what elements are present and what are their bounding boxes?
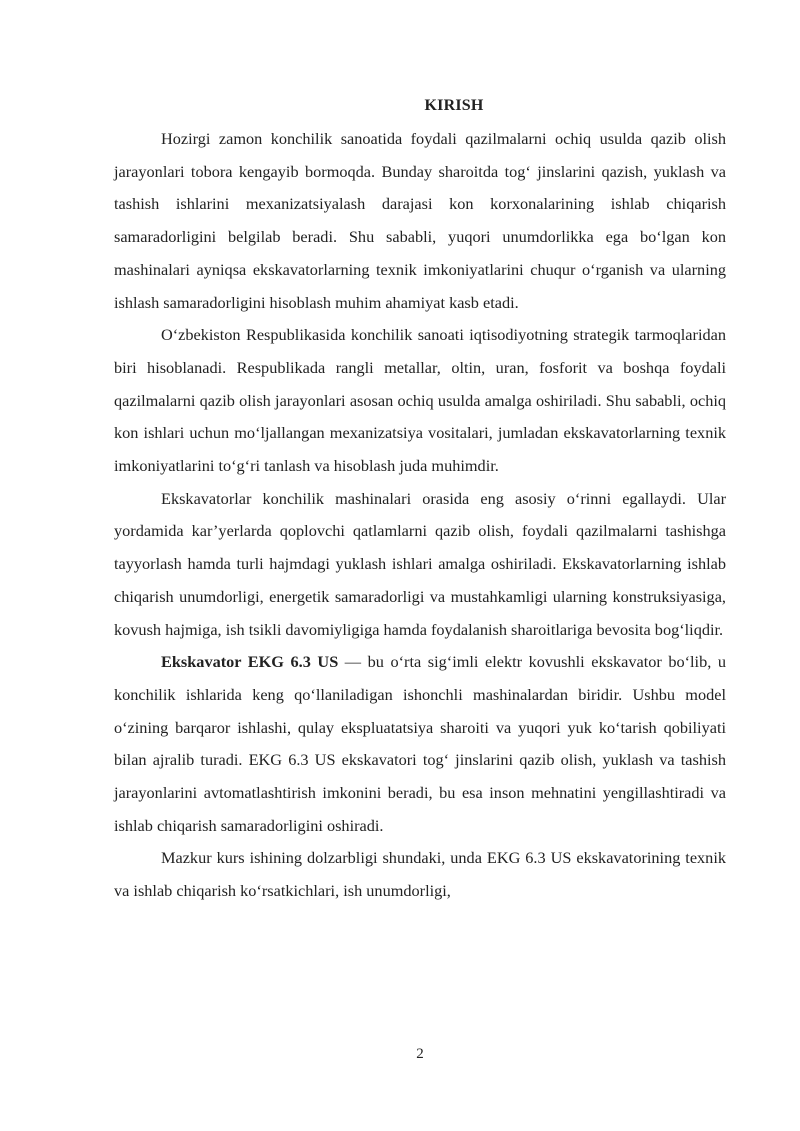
paragraph-4 <box>114 646 726 842</box>
paragraph-5: Mazkur kurs ishining dolzarbligi shundaki, unda EKG 6.3 US ekskavatorining texnik va ishlab chiqarish ko‘rsatkichlari, ish unumdorligi, <box>114 848 726 901</box>
paragraph-3: Ekskavatorlar konchilik mashinalari orasida eng asosiy o‘rinni egallaydi. Ular yordamida kar’yerlarda qoplovchi qatlamlarni qazib olish, foydali qazilmalarni tashishga tayyorlash hamda turli hajmdagi yuklash ishlari amalga oshiriladi. Ekskavatorlarning ishlab chiqarish unumdorligi, energetik samaradorligi va mustahkamligi ularning konstruksiyasiga, kovush hajmiga, ish tsikli davomiyligiga hamda foydalanish sharoitlariga bevosita bog‘liqdir. <box>114 488 726 639</box>
paragraph-4-text: — bu o‘rta sig‘imli elektr kovushli ekskavator bo‘lib, u konchilik ishlarida keng qo‘llaniladigan ishonchli mashinalardan biridir. Ushbu model o‘zining barqaror ishlashi, qulay ekspluatatsiya sharoiti va yuqori yuk ko‘tarish qobiliyati bilan ajralib turadi. EKG 6.3 US ekskavatori tog‘ jinslarini qazib olish, yuklash va tashish jarayonlarini avtomatlashtirish imkonini beradi, bu esa inson mehnatini yengillashtiradi va ishlab chiqarish samaradorligini oshiradi. <box>114 652 726 835</box>
paragraph-1: Hozirgi zamon konchilik sanoatida foydali qazilmalarni ochiq usulda qazib olish jarayonlari tobora kengayib bormoqda. Bunday sharoitda tog‘ jinslarini qazish, yuklash va tashish ishlarini mexanizatsiyalash darajasi kon korxonalarining ishlab chiqarish samaradorligini belgilab beradi. Shu sababli, yuqori unumdorlikka ega bo‘lgan kon mashinalari ayniqsa ekskavatorlarning texnik imkoniyatlarini chuqur o‘rganish va ularning ishlash samaradorligini hisoblash muhim ahamiyat kasb etadi. <box>114 129 726 312</box>
page-number: 2 <box>416 1046 424 1062</box>
section-heading: KIRISH <box>424 97 484 114</box>
body-text <box>114 123 726 908</box>
paragraph-4-bold-lead: Ekskavator EKG 6.3 US <box>161 652 339 672</box>
paragraph-2: O‘zbekiston Respublikasida konchilik sanoati iqtisodiyotning strategik tarmoqlaridan biri hisoblanadi. Respublikada rangli metallar, oltin, uran, fosforit va boshqa foydali qazilmalarni qazib olish jarayonlari asosan ochiq usulda amalga oshiriladi. Shu sababli, ochiq kon ishlari uchun mo‘ljallangan mexanizatsiya vositalari, jumladan ekskavatorlarning texnik imkoniyatlarini to‘g‘ri tanlash va hisoblash juda muhimdir. <box>114 325 726 476</box>
